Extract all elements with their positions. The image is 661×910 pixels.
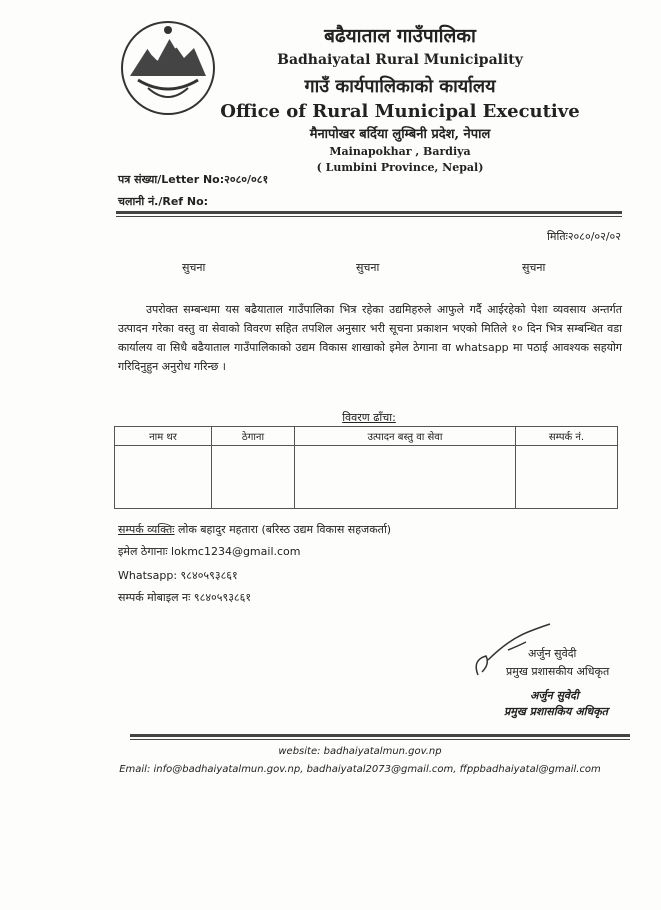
reference-number: चलानी नं./Ref No: [118,195,209,208]
table-row [115,446,618,509]
footer-website: website: badhaiyatalmun.gov.np [278,746,442,757]
contact-whatsapp: Whatsapp: ९८४०५९३८६१ [118,569,238,582]
notice-body: उपरोक्त सम्बन्धमा यस बढैयाताल गाउँपालिका भित्र रहेका उद्यमिहरुले आफुले गर्दै आईरहेको पेशा व्यवसाय अन्तर्गत उत्पादन गरेका वस्तु वा सेवाको विवरण सहित तपशिल अनुसार भरी सूचना प्रकाशन भएको मितिले १० दिन भित्र सम्बन्धित वडा कार्यालय वा सिधै बढैयाताल गाउँपालिकाको उद्यम विकास शाखाको इमेल ठेगाना वा whatsapp मा पठाई आवश्यक सहयोग गरिदिनुहुन अनुरोध गरिन्छ । [118,303,622,373]
details-form-table [114,426,618,509]
notice-label: सुचना [182,261,206,274]
letter-number: पत्र संख्या/Letter No:२०८०/०८१ [118,173,269,186]
footer-email: Email: info@badhaiyatalmun.gov.np, badhaiyatal2073@gmail.com, ffppbadhaiyatal@gmail.com [119,764,601,775]
province-en: ( Lumbini Province, Nepal) [316,161,484,174]
footer-divider-thin [130,739,630,740]
contact-email: इमेल ठेगानाः lokmc1234@gmail.com [118,545,301,558]
form-title: विवरण ढाँचा: [342,411,396,424]
office-name-np: गाउँ कार्यपालिकाको कार्यालय [304,76,496,97]
municipality-name-np: बढैयाताल गाउँपालिका [324,25,476,47]
footer-divider [130,734,630,737]
signatory-title: प्रमुख प्रशासकीय अधिकृत [506,665,610,678]
col-product-header: उत्पादन बस्तु वा सेवा [295,427,516,446]
table-cell [115,446,212,509]
col-contact-header: सम्पर्क नं. [516,427,618,446]
table-cell [295,446,516,509]
contact-person: सम्पर्क व्यक्तिः लोक बहादुर महतारा (बरिस्ठ उद्यम विकास सहजकर्ता) [118,523,392,536]
stamp-name: अर्जुन सुवेदी [530,689,579,702]
address-np: मैनापोखर बर्दिया लुम्बिनी प्रदेश, नेपाल [309,127,491,142]
letter-date: मितिः२०८०/०२/०२ [547,230,621,243]
signatory-name: अर्जुन सुवेदी [528,647,577,660]
col-address-header: ठेगाना [212,427,295,446]
table-cell [516,446,618,509]
contact-mobile: सम्पर्क मोबाइल नः ९८४०५९३८६१ [118,591,252,604]
notice-label: सुचना [522,261,546,274]
address-en: Mainapokhar , Bardiya [329,145,471,158]
notice-label: सुचना [356,261,380,274]
stamp-title: प्रमुख प्रशासकिय अधिकृत [504,705,608,718]
header-divider-thin [116,216,622,217]
table-cell [212,446,295,509]
municipality-name-en: Badhaiyatal Rural Municipality [277,52,523,68]
col-name-header: नाम थर [115,427,212,446]
header-divider [116,211,622,214]
office-name-en: Office of Rural Municipal Executive [220,101,580,122]
